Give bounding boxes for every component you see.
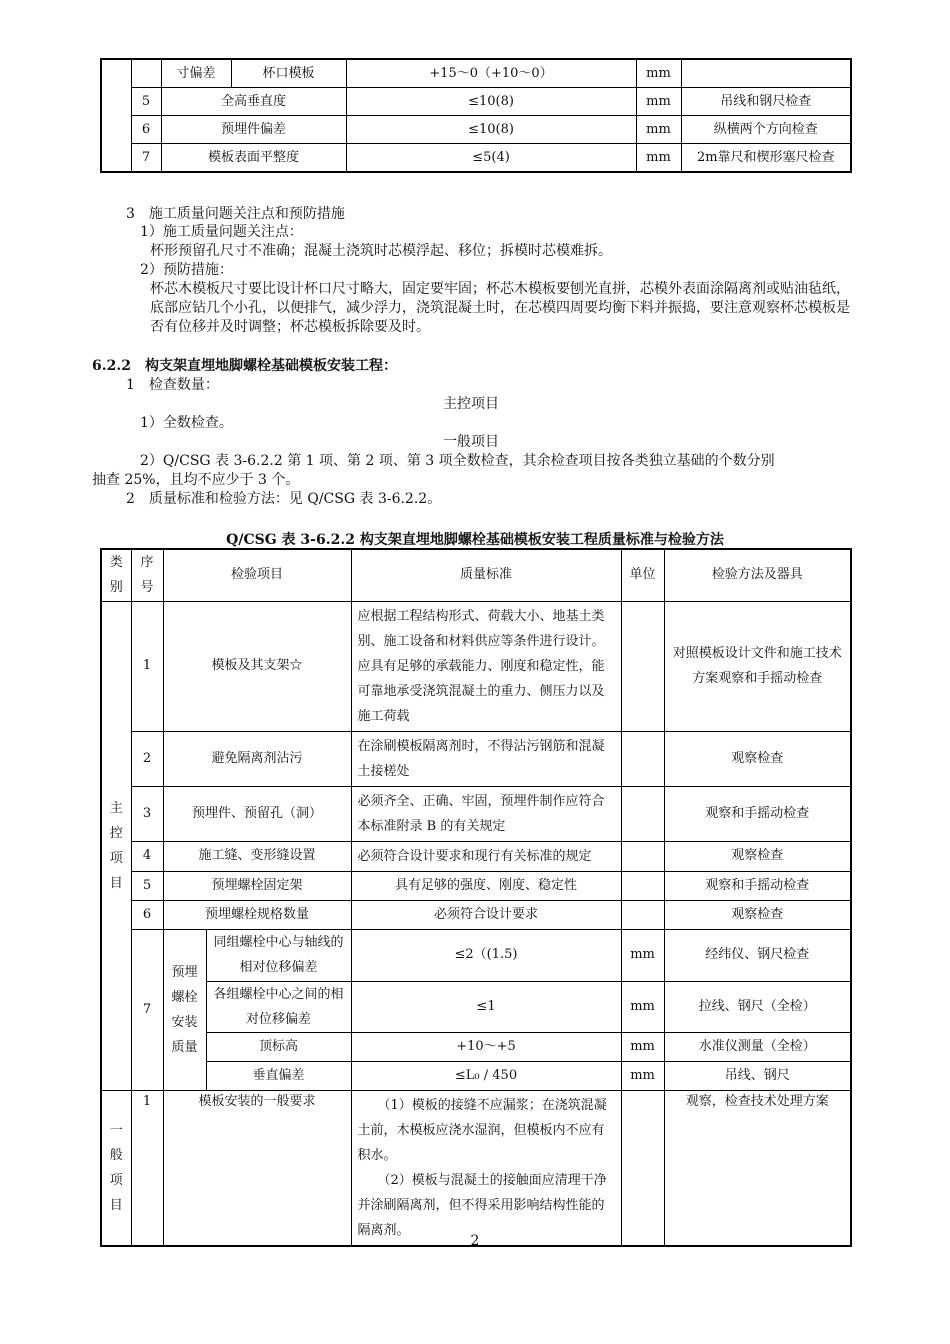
page-number: 2	[470, 1233, 480, 1249]
standard-para-1: （1）模板的接缝不应漏浆；在浇筑混凝土前，木模板应浇水湿润，但模板内不应有积水。	[357, 1097, 607, 1163]
method-cell: 对照模板设计文件和施工技术方案观察和手摇动检查	[664, 601, 851, 731]
header-item: 检验项目	[163, 549, 351, 601]
no-cell: 7	[131, 144, 161, 173]
paragraph-text: 2）Q/CSG 表 3-6.2.2 第 1 项、第 2 项、第 3 项全数检查，其余检查项目按各类独立基础的个数分别	[140, 453, 775, 469]
standard-cell: ≤5(4)	[346, 144, 636, 173]
sub-item-cell: 各组螺栓中心之间的相对位移偏差	[206, 981, 351, 1032]
method-cell: 经纬仪、钢尺检查	[664, 929, 851, 981]
method-cell: 观察和手摇动检查	[664, 871, 851, 900]
table-row	[101, 871, 851, 900]
standard-cell: ≤L₀ / 450	[351, 1061, 621, 1090]
subheading: 主控项目	[443, 396, 499, 412]
method-cell: 吊线、钢尺	[664, 1061, 851, 1090]
no-cell	[131, 59, 161, 88]
table-row	[101, 116, 851, 144]
sub-item-cell: 顶标高	[206, 1032, 351, 1061]
method-cell: 观察和手摇动检查	[664, 786, 851, 841]
unit-cell: mm	[636, 88, 681, 116]
table-row	[101, 1061, 851, 1090]
method-cell: 观察检查	[664, 731, 851, 786]
header-standard: 质量标准	[351, 549, 621, 601]
paragraph-label: 2）预防措施：	[140, 262, 233, 278]
table-row	[101, 144, 851, 173]
unit-cell: mm	[621, 981, 664, 1032]
standard-cell: 在涂刷模板隔离剂时，不得沾污钢筋和混凝土接槎处	[351, 731, 621, 786]
no-cell: 5	[131, 88, 161, 116]
general-category-cell: 一般项目	[101, 1090, 131, 1246]
standard-cell: 必须齐全、正确、牢固，预埋件制作应符合本标准附录 B 的有关规定	[351, 786, 621, 841]
table-row	[101, 88, 851, 116]
table-row	[101, 59, 851, 88]
item-cell: 预埋件偏差	[161, 116, 346, 144]
item-cell: 模板表面平整度	[161, 144, 346, 173]
unit-cell: mm	[636, 144, 681, 173]
list-item: 1 检查数量：	[126, 377, 219, 393]
quality-table	[100, 548, 852, 1247]
paragraph-text: 杯形预留孔尺寸不准确；混凝土浇筑时芯模浮起、移位；拆模时芯模难拆。	[150, 243, 612, 259]
sub-item-cell: 同组螺栓中心与轴线的相对位移偏差	[206, 929, 351, 981]
unit-cell	[621, 871, 664, 900]
sub-item-cell: 杯口模板	[231, 59, 346, 88]
table-header-row	[101, 549, 851, 601]
no-cell: 3	[131, 786, 163, 841]
method-cell: 观察检查	[664, 900, 851, 929]
no-cell: 1	[131, 601, 163, 731]
unit-cell: mm	[621, 1061, 664, 1090]
unit-cell	[621, 601, 664, 731]
unit-cell: mm	[636, 59, 681, 88]
standard-cell: ≤1	[351, 981, 621, 1032]
table-row	[101, 981, 851, 1032]
item-cell: 模板及其支架☆	[163, 601, 351, 731]
section-heading: 3 施工质量问题关注点和预防措施	[126, 206, 345, 222]
table-title: Q/CSG 表 3-6.2.2 构支架直埋地脚螺栓基础模板安装工程质量标准与检验方法	[226, 532, 724, 548]
no-cell: 1	[131, 1090, 163, 1246]
header-no: 序号	[131, 549, 163, 601]
unit-cell: mm	[621, 1032, 664, 1061]
standard-para-2: （2）模板与混凝土的接触面应清理干净并涂刷隔离剂，但不得采用影响结构性能的隔离剂。	[357, 1172, 607, 1238]
standard-cell: ≤10(8)	[346, 88, 636, 116]
no-cell: 6	[131, 900, 163, 929]
method-cell: 2m靠尺和楔形塞尺检查	[681, 144, 851, 173]
standard-cell: 必须符合设计要求和现行有关标准的规定	[351, 841, 621, 871]
unit-cell	[621, 841, 664, 871]
group-cell: 预埋螺栓安装质量	[163, 929, 206, 1090]
category-cell	[101, 59, 131, 172]
item-cell: 预埋螺栓规格数量	[163, 900, 351, 929]
table-row	[101, 601, 851, 731]
item-cell: 施工缝、变形缝设置	[163, 841, 351, 871]
unit-cell: mm	[621, 929, 664, 981]
no-cell: 5	[131, 871, 163, 900]
item-cell: 预埋件、预留孔（洞）	[163, 786, 351, 841]
table-row	[101, 731, 851, 786]
standard-cell: ≤2（(1.5)	[351, 929, 621, 981]
method-cell: 观察，检查技术处理方案	[664, 1090, 851, 1246]
sub-item-cell: 垂直偏差	[206, 1061, 351, 1090]
paragraph-text: 1）全数检查。	[140, 415, 233, 431]
section-heading: 6.2.2 构支架直埋地脚螺栓基础模板安装工程：	[92, 358, 397, 374]
standard-cell: 应根据工程结构形式、荷载大小、地基土类别、施工设备和材料供应等条件进行设计。应具有足够的承载能力、刚度和稳定性，能可靠地承受浇筑混凝土的重力、侧压力以及施工荷载	[351, 601, 621, 731]
unit-cell	[621, 786, 664, 841]
method-cell: 吊线和钢尺检查	[681, 88, 851, 116]
no-cell: 7	[131, 929, 163, 1090]
method-cell: 拉线、钢尺（全检）	[664, 981, 851, 1032]
standard-cell: 必须符合设计要求	[351, 900, 621, 929]
item-cell: 预埋螺栓固定架	[163, 871, 351, 900]
list-item: 2 质量标准和检验方法：见 Q/CSG 表 3-6.2.2。	[126, 491, 442, 507]
no-cell: 2	[131, 731, 163, 786]
paragraph-text: 抽查 25%，且均不应少于 3 个。	[92, 472, 300, 488]
table-row	[101, 929, 851, 981]
main-category-cell: 主控项目	[101, 601, 131, 1090]
standard-cell: +10～+5	[351, 1032, 621, 1061]
item-cell: 全高垂直度	[161, 88, 346, 116]
item-cell: 避免隔离剂沾污	[163, 731, 351, 786]
standard-cell: +15～0（+10～0）	[346, 59, 636, 88]
unit-cell	[621, 1090, 664, 1246]
no-cell: 4	[131, 841, 163, 871]
subheading: 一般项目	[443, 434, 499, 450]
unit-cell	[621, 731, 664, 786]
header-unit: 单位	[621, 549, 664, 601]
table-row	[101, 1032, 851, 1061]
paragraph-text: 杯芯木模板尺寸要比设计杯口尺寸略大，固定要牢固；杯芯木模板要刨光直拼，芯模外表面涂隔离剂或贴油毡纸，底部应钻几个小孔，以便排气，减少浮力，浇筑混凝土时，在芯模四周要均衡下料并振捣，要注意观察杯芯模板是否有位移并及时调整；杯芯模板拆除要及时。	[150, 281, 850, 335]
table-continuation	[100, 58, 852, 173]
method-cell: 水准仪测量（全检）	[664, 1032, 851, 1061]
method-cell: 观察检查	[664, 841, 851, 871]
method-cell: 纵横两个方向检查	[681, 116, 851, 144]
table-row	[101, 841, 851, 871]
table-row	[101, 1090, 851, 1246]
no-cell: 6	[131, 116, 161, 144]
unit-cell: mm	[636, 116, 681, 144]
item-cell: 模板安装的一般要求	[163, 1090, 351, 1246]
standard-cell: 具有足够的强度、刚度、稳定性	[351, 871, 621, 900]
standard-cell: ≤10(8)	[346, 116, 636, 144]
item-cell: 寸偏差	[161, 59, 231, 88]
method-cell	[681, 59, 851, 88]
header-method: 检验方法及器具	[664, 549, 851, 601]
unit-cell	[621, 900, 664, 929]
header-category: 类别	[101, 549, 131, 601]
paragraph-label: 1）施工质量问题关注点：	[140, 224, 303, 240]
standard-cell	[351, 1090, 621, 1246]
table-row	[101, 900, 851, 929]
table-row	[101, 786, 851, 841]
